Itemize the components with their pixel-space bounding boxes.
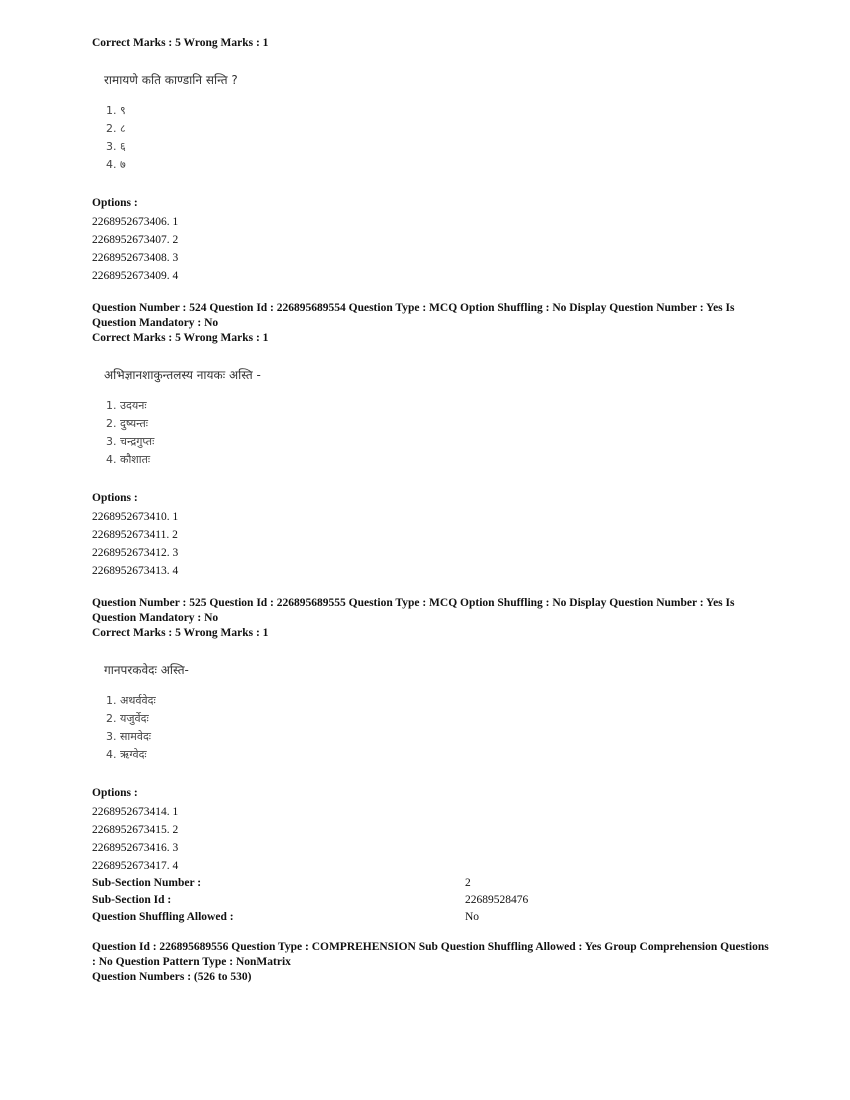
subsection-row [92,875,772,892]
subsection-key: Sub-Section Id : [92,894,172,906]
exam-page [92,36,772,985]
choice-list [106,102,772,174]
marks-line: Correct Marks : 5 Wrong Marks : 1 [92,332,269,344]
options-label: Options : [92,197,138,209]
choice-item: 3. चन्द्रगुप्तः [106,435,155,448]
comprehension-header: Question Id : 226895689556 Question Type : COMPREHENSION Sub Question Shuffling Allowed : Yes Group Comprehension Questions : No Question Pattern Type : NonMatrix [92,941,769,968]
subsection-value: 22689528476 [465,894,529,906]
option-id: 2268952673406. 1 [92,216,179,228]
choice-item: 4. कौशातः [106,453,151,466]
option-id-list [92,508,772,580]
subsection-value: No [465,911,480,923]
choice-item: 1. अथर्ववेदः [106,694,156,707]
subsection-key: Sub-Section Number : [92,877,202,889]
choice-item: 1. ९ [106,104,126,117]
question-text: रामायणे कति काण्डानि सन्ति ? [104,73,238,87]
option-id: 2268952673413. 4 [92,565,179,577]
choice-item: 3. ६ [106,140,126,153]
option-id: 2268952673415. 2 [92,824,179,836]
choice-list [106,397,772,469]
choice-item: 2. दुष्यन्तः [106,417,148,430]
question-525 [92,596,772,875]
option-id: 2268952673411. 2 [92,529,178,541]
question-text: अभिज्ञानशाकुन्तलस्य नायकः अस्ति - [104,368,261,382]
option-id: 2268952673412. 3 [92,547,179,559]
option-id-list [92,213,772,285]
choice-item: 1. उदयनः [106,399,147,412]
choice-item: 4. ७ [106,158,126,171]
option-id: 2268952673408. 3 [92,252,179,264]
options-label: Options : [92,787,138,799]
question-header: Question Number : 524 Question Id : 226895689554 Question Type : MCQ Option Shuffling : No Display Question Number : Yes Is Question Mandatory : No [92,302,735,329]
option-id-list [92,803,772,875]
choice-item: 3. सामवेदः [106,730,152,743]
subsection-row [92,892,772,909]
option-id: 2268952673414. 1 [92,806,179,818]
marks-line: Correct Marks : 5 Wrong Marks : 1 [92,627,269,639]
option-id: 2268952673417. 4 [92,860,179,872]
subsection-row [92,909,772,926]
option-id: 2268952673409. 4 [92,270,179,282]
question-524 [92,301,772,580]
subsection-key: Question Shuffling Allowed : [92,911,234,923]
option-id: 2268952673410. 1 [92,511,179,523]
comprehension-block [92,940,772,985]
question-523 [92,36,772,285]
question-numbers: Question Numbers : (526 to 530) [92,971,252,983]
choice-item: 4. ऋग्वेदः [106,748,147,761]
subsection-info [92,875,772,926]
option-id: 2268952673416. 3 [92,842,179,854]
choice-item: 2. ८ [106,122,126,135]
choice-list [106,692,772,764]
options-label: Options : [92,492,138,504]
marks-line: Correct Marks : 5 Wrong Marks : 1 [92,37,269,49]
subsection-value: 2 [465,877,471,889]
question-text: गानपरकवेदः अस्ति- [104,663,189,677]
option-id: 2268952673407. 2 [92,234,179,246]
question-header: Question Number : 525 Question Id : 226895689555 Question Type : MCQ Option Shuffling : No Display Question Number : Yes Is Question Mandatory : No [92,597,735,624]
choice-item: 2. यजुर्वेदः [106,712,149,725]
